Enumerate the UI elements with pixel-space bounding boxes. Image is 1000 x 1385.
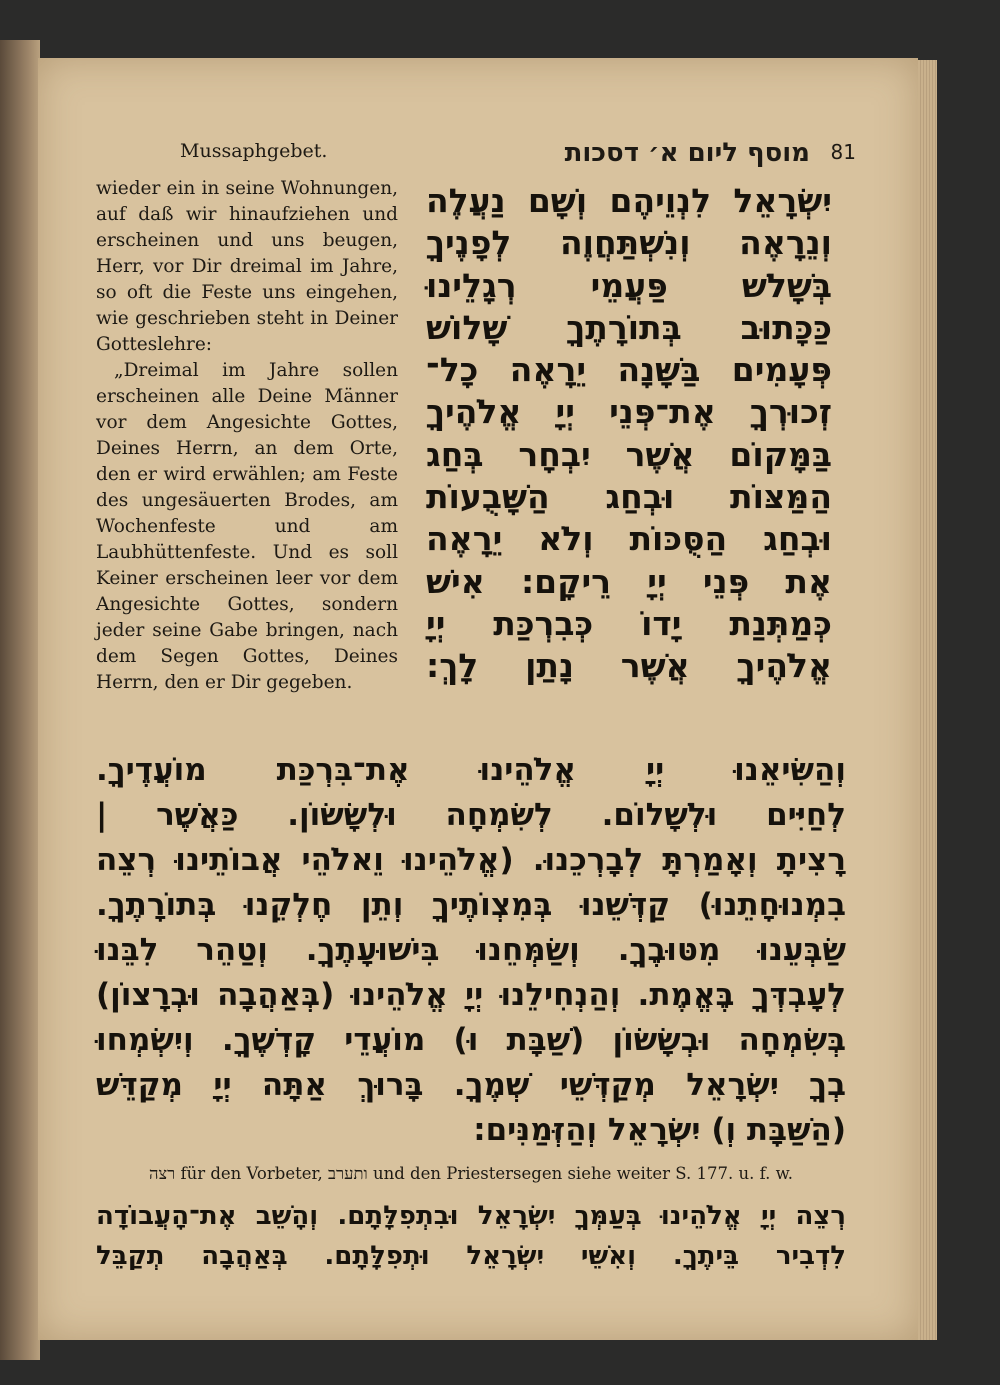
hebrew-line: בְּשָׁלשׁ פַּעֲמֵי רְגָלֵינוּ bbox=[426, 265, 832, 305]
hebrew-line: שַׂבְּעֵנוּ מִטּוּבֶךָ. וְשַׂמְּחֵנוּ בִּישׁוּעָתֶךָ. וְטַהֵר לִבֵּנוּ bbox=[96, 932, 846, 968]
running-title-german: Mussaphgebet. bbox=[180, 140, 328, 162]
hebrew-line: זְכוּרְךָ אֶת־פְּנֵי יְיָ אֱלֹהֶיךָ bbox=[426, 392, 832, 432]
page-number: 81 bbox=[830, 140, 856, 164]
hebrew-column-text bbox=[426, 180, 832, 688]
hebrew-line: בְךָ יִשְׂרָאֵל מְקַדְּשֵׁי שְׁמֶךָ. בָּרוּךְ אַתָּה יְיָ מְקַדֵּשׁ bbox=[96, 1067, 846, 1103]
hebrew-line: אֱלֹהֶיךָ אֲשֶׁר נָתַן לָךְ: bbox=[426, 646, 832, 686]
hebrew-line: וְנֵרָאֶה וְנִשְׁתַּחֲוֶה לְפָנֶיךָ bbox=[426, 223, 832, 263]
hebrew-line: בִמְנוּחָתֵנוּ) קַדְּשֵׁנוּ בְּמִצְוֹתֶיךָ וְתֵן חֶלְקֵנוּ בְּתוֹרָתֶךָ. bbox=[96, 887, 846, 923]
hebrew-line: רְצֵה יְיָ אֱלֹהֵינוּ בְּעַמְּךָ יִשְׂרָאֵל וּבִתְפִלָּתָם. וְהָשֵׁב אֶת־הָעֲבוֹדָה bbox=[96, 1201, 846, 1231]
hebrew-line: אֶת פְּנֵי יְיָ רֵיקָם: אִישׁ bbox=[426, 561, 832, 601]
hebrew-line: בַּמָּקוֹם אֲשֶׁר יִבְחָר בְּחַג bbox=[426, 434, 832, 474]
hebrew-line: וּבְחַג הַסֻּכּוֹת וְלֹא יֵרָאֶה bbox=[426, 519, 832, 559]
hebrew-line: פְּעָמִים בַּשָּׁנָה יֵרָאֶה כָל־ bbox=[426, 350, 832, 390]
hebrew-line: לְחַיִּים וּלְשָׁלוֹם. לְשִׂמְחָה וּלְשָׂשׂוֹן. כַּאֲשֶׁר | bbox=[96, 797, 846, 833]
hebrew-line: לְעָבְדְּךָ בֶּאֱמֶת. וְהַנְחִילֵנוּ יְיָ אֱלֹהֵינוּ (בְּאַהֲבָה וּבְרָצוֹן) bbox=[96, 977, 846, 1013]
hebrew-line: כַּכָּתוּב בְּתוֹרָתֶךָ שָׁלוֹשׁ bbox=[426, 307, 832, 347]
hebrew-line: הַמַּצּוֹת וּבְחַג הַשָּׁבֻעוֹת bbox=[426, 477, 832, 517]
hebrew-full-width-text bbox=[96, 748, 846, 1153]
hebrew-line: (הַשַּׁבָּת וְ) יִשְׂרָאֵל וְהַזְּמַנִּים: bbox=[473, 1112, 846, 1148]
hebrew-line: כְּמַתְּנַת יָדוֹ כְּבִרְכַּת יְיָ bbox=[426, 603, 832, 643]
page-stack-edge bbox=[915, 60, 937, 1340]
german-translation-column bbox=[96, 176, 398, 696]
hebrew-small-text bbox=[96, 1196, 846, 1276]
book-spine-edge bbox=[0, 40, 40, 1360]
german-paragraph: wieder ein in seine Wohnungen, auf daß wir hinaufziehen und erscheinen und uns beugen, Herr, vor Dir dreimal im Jahre, so oft die Feste uns eingehen, wie geschrieben steht in Deiner Gotteslehre: bbox=[96, 178, 398, 355]
german-paragraph: „Dreimal im Jahre sollen erscheinen alle Deine Männer vor dem Angesichte Gottes, Deines Herrn, an dem Orte, den er wird erwählen; am Feste des ungesäuerten Brodes, am Wochenfeste und am Laubhüttenfeste. Und es soll Keiner erscheinen leer vor dem Angesichte Gottes, sondern jeder seine Gabe bringen, nach dem Segen Gottes, Deines Herrn, den er Dir gegeben. bbox=[96, 360, 398, 693]
hebrew-line: וְהַשִּׂיאֵנוּ יְיָ אֱלֹהֵינוּ אֶת־בִּרְכַּת מוֹעֲדֶיךָ. bbox=[96, 752, 846, 788]
hebrew-line: רָצִיתָ וְאָמַרְתָּ לְבָרְכֵנוּ. (אֱלֹהֵינוּ וֵאלֹהֵי אֲבוֹתֵינוּ רְצֵה bbox=[96, 842, 846, 878]
running-title-hebrew: מוסף ליום א׳ דסכות bbox=[564, 138, 810, 168]
hebrew-line: בְּשִׂמְחָה וּבְשָׂשׂוֹן (שַׁבָּת וּ) מוֹעֲדֵי קָדְשֶׁךָ. וְיִשְׂמְחוּ bbox=[96, 1022, 846, 1058]
hebrew-line: לִדְבִיר בֵּיתֶךָ. וְאִשֵּׁי יִשְׂרָאֵל וּתְפִלָּתָם. בְּאַהֲבָה תְקַבֵּל bbox=[96, 1241, 846, 1271]
instruction-note: רצה für den Vorbeter, ותערב und den Priestersegen siehe weiter S. 177. u. f. w. bbox=[148, 1164, 794, 1183]
book-page bbox=[38, 58, 918, 1340]
hebrew-line: יִשְׂרָאֵל לִנְוֵיהֶם וְשָׁם נַעֲלֶה bbox=[426, 181, 832, 220]
